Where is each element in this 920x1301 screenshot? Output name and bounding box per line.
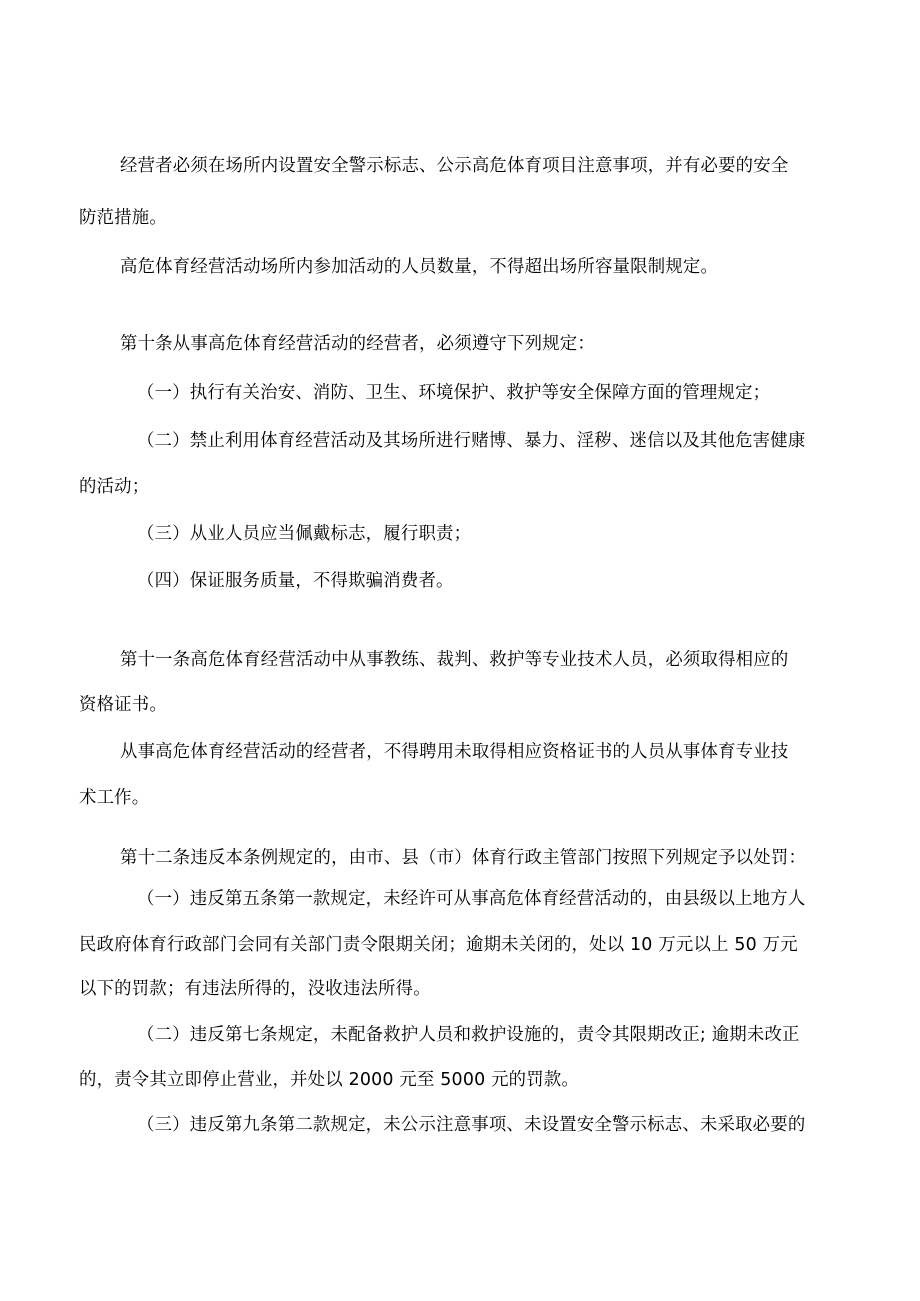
list-item-continuation: 民政府体育行政部门会同有关部门责令限期关闭；逾期未关闭的，处以 10 万元以上 50 万元 — [79, 935, 798, 955]
list-item: （二）违反第七条规定，未配备救护人员和救护设施的，责令其限期改正; 逾期未改正 — [137, 1025, 800, 1045]
list-item: （四）保证服务质量，不得欺骗消费者。 — [137, 571, 454, 591]
paragraph-line: 高危体育经营活动场所内参加活动的人员数量，不得超出场所容量限制规定。 — [120, 257, 719, 277]
paragraph-line: 从事高危体育经营活动的经营者，不得聘用未取得相应资格证书的人员从事体育专业技 — [120, 742, 789, 762]
list-item-continuation: 以下的罚款；有违法所得的，没收违法所得。 — [79, 979, 431, 999]
list-item: （三）违反第九条第二款规定，未公示注意事项、未设置安全警示标志、未采取必要的 — [137, 1115, 806, 1135]
list-item-continuation: 的，责令其立即停止营业，并处以 2000 元至 5000 元的罚款。 — [79, 1070, 580, 1090]
article-heading: 第十条从事高危体育经营活动的经营者，必须遵守下列规定： — [120, 334, 595, 354]
paragraph-line: 资格证书。 — [79, 695, 167, 715]
article-heading: 第十一条高危体育经营活动中从事教练、裁判、救护等专业技术人员，必须取得相应的 — [120, 650, 789, 670]
paragraph-line: 防范措施。 — [79, 208, 167, 228]
list-item: （二）禁止利用体育经营活动及其场所进行赌博、暴力、淫秽、迷信以及其他危害健康 — [137, 431, 806, 451]
list-item: （一）执行有关治安、消防、卫生、环境保护、救护等安全保障方面的管理规定； — [137, 383, 771, 403]
list-item: （三）从业人员应当佩戴标志，履行职责； — [137, 524, 472, 544]
paragraph-line: 经营者必须在场所内设置安全警示标志、公示高危体育项目注意事项，并有必要的安全 — [120, 156, 789, 176]
article-heading: 第十二条违反本条例规定的，由市、县（市）体育行政主管部门按照下列规定予以处罚： — [120, 848, 807, 868]
list-item-continuation: 的活动； — [79, 477, 150, 497]
paragraph-line: 术工作。 — [79, 788, 150, 808]
list-item: （一）违反第五条第一款规定，未经许可从事高危体育经营活动的，由县级以上地方人 — [137, 889, 806, 909]
